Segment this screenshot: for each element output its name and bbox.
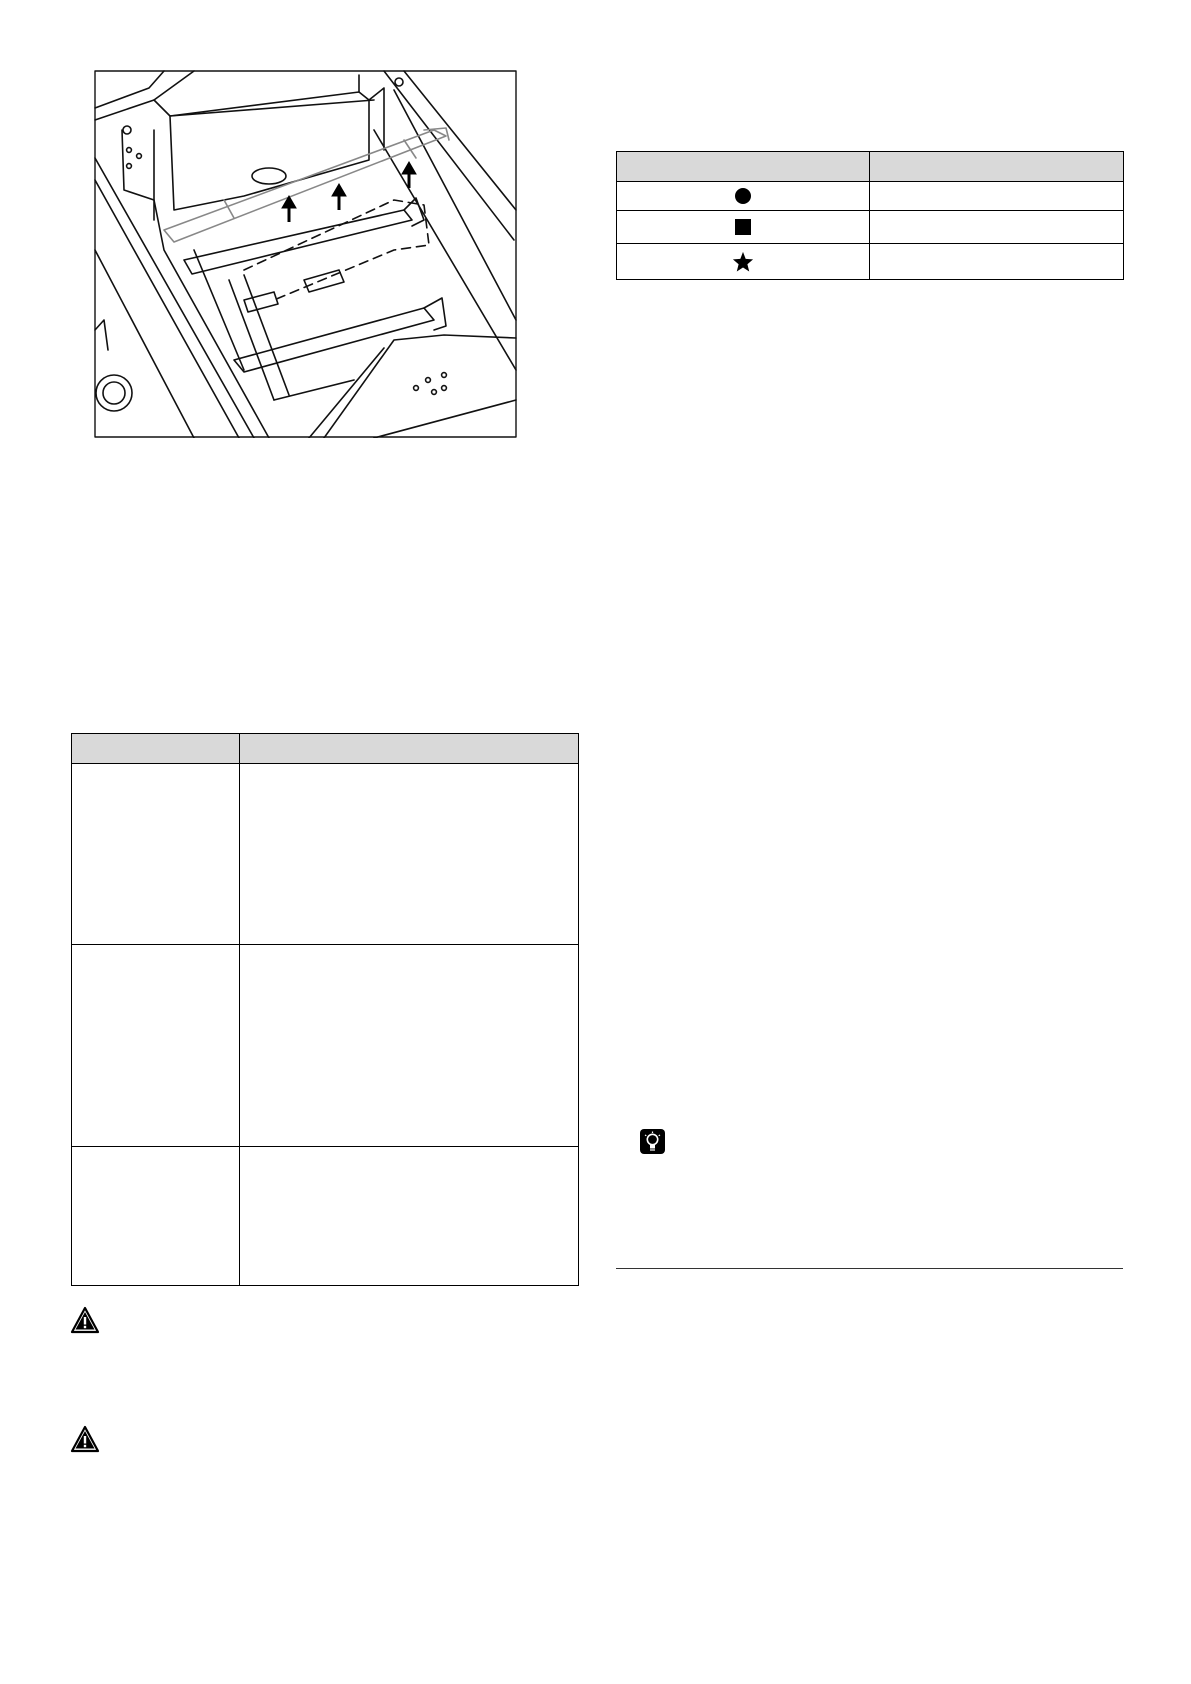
troubleshooting-header-1 — [72, 734, 240, 764]
problem-cell — [72, 945, 240, 1147]
symbol-value-cell — [870, 211, 1124, 244]
table-row — [617, 244, 1124, 280]
symbol-value-cell — [870, 244, 1124, 280]
star-icon — [732, 251, 754, 273]
troubleshooting-header-2 — [240, 734, 579, 764]
burner-removal-figure — [94, 70, 517, 438]
symbol-cell — [617, 244, 870, 280]
troubleshooting-table — [71, 733, 579, 1286]
warning-triangle-icon — [70, 1306, 100, 1334]
table-row — [72, 945, 579, 1147]
solution-cell — [240, 945, 579, 1147]
problem-cell — [72, 764, 240, 945]
circle-icon — [734, 187, 752, 205]
table-row — [72, 764, 579, 945]
troubleshooting-header-row — [72, 734, 579, 764]
lightbulb-tip-icon — [639, 1128, 666, 1155]
symbol-cell — [617, 211, 870, 244]
table-row — [72, 1147, 579, 1286]
symbol-table — [616, 151, 1124, 280]
solution-cell — [240, 764, 579, 945]
table-row — [617, 211, 1124, 244]
square-icon — [734, 218, 752, 236]
warning-triangle-icon — [70, 1425, 100, 1453]
symbol-table-header-row — [617, 152, 1124, 182]
table-row — [617, 182, 1124, 211]
symbol-table-header-2 — [870, 152, 1124, 182]
problem-cell — [72, 1147, 240, 1286]
symbol-value-cell — [870, 182, 1124, 211]
symbol-table-header-1 — [617, 152, 870, 182]
solution-cell — [240, 1147, 579, 1286]
burner-removal-illustration — [94, 70, 517, 438]
symbol-cell — [617, 182, 870, 211]
section-divider — [616, 1268, 1123, 1269]
